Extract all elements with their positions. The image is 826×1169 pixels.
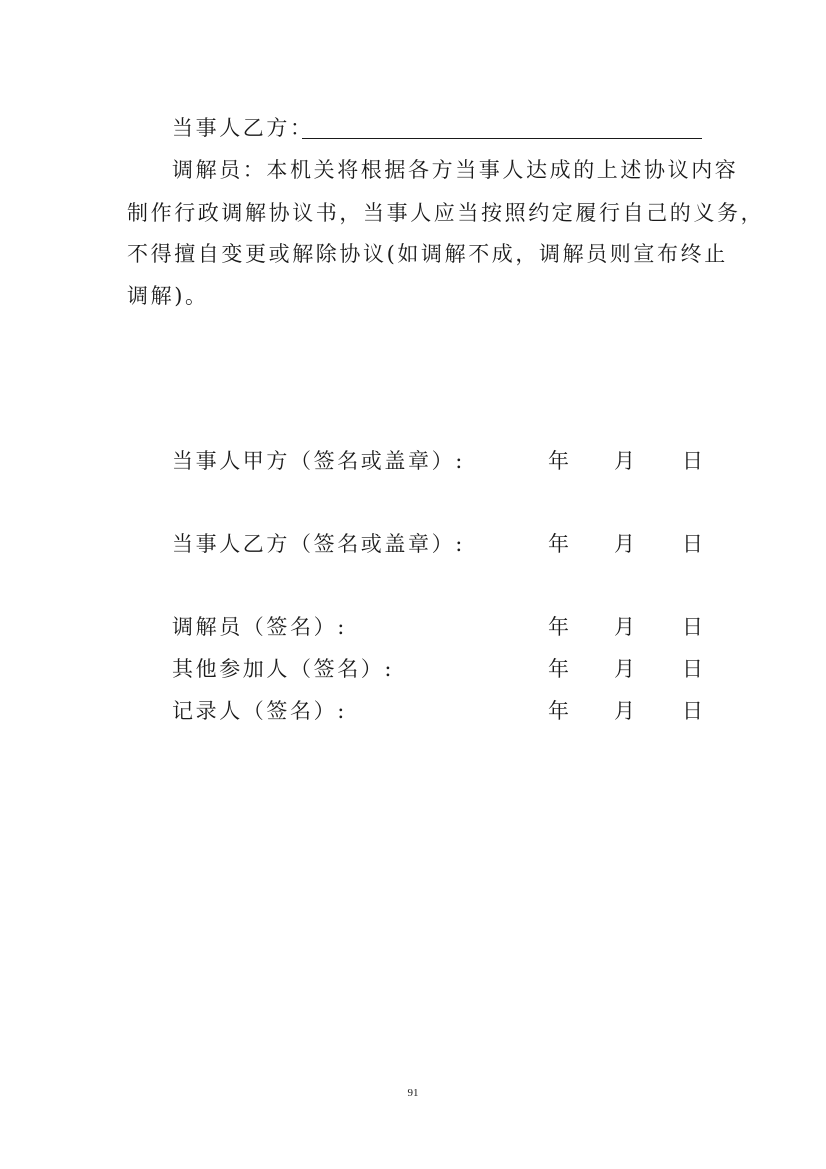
- date-year: 年: [548, 657, 569, 681]
- signature-row-party-a: [0, 451, 826, 475]
- signature-label: 当事人甲方（签名或盖章）:: [172, 449, 465, 473]
- signature-label: 记录人（签名）:: [172, 699, 347, 723]
- paragraph-line-1: 调解员：本机关将根据各方当事人达成的上述协议内容: [172, 158, 739, 182]
- page-number: 91: [407, 1087, 419, 1099]
- paragraph-line-2: 制作行政调解协议书，当事人应当按照约定履行自己的义务，: [127, 201, 765, 225]
- date-month: 月: [614, 615, 635, 639]
- signature-row-mediator: [0, 617, 826, 641]
- paragraph-line-3: 不得擅自变更或解除协议(如调解不成，调解员则宣布终止: [127, 242, 728, 266]
- signature-row-party-b: [0, 534, 826, 558]
- signature-label: 当事人乙方（签名或盖章）:: [172, 532, 465, 556]
- date-day: 日: [682, 657, 703, 681]
- date-year: 年: [548, 532, 569, 556]
- signature-label: 其他参加人（签名）:: [172, 657, 395, 681]
- party-b-blank-line: [302, 138, 702, 139]
- date-month: 月: [614, 699, 635, 723]
- party-b-label: 当事人乙方：: [172, 116, 314, 140]
- date-month: 月: [614, 532, 635, 556]
- date-month: 月: [614, 657, 635, 681]
- signature-label: 调解员（签名）:: [172, 615, 347, 639]
- date-year: 年: [548, 615, 569, 639]
- signature-row-recorder: [0, 701, 826, 725]
- date-day: 日: [682, 615, 703, 639]
- paragraph-line-4: 调解)。: [127, 284, 209, 308]
- signature-row-other-participants: [0, 659, 826, 683]
- date-day: 日: [682, 699, 703, 723]
- date-month: 月: [614, 449, 635, 473]
- date-year: 年: [548, 699, 569, 723]
- date-year: 年: [548, 449, 569, 473]
- date-day: 日: [682, 449, 703, 473]
- date-day: 日: [682, 532, 703, 556]
